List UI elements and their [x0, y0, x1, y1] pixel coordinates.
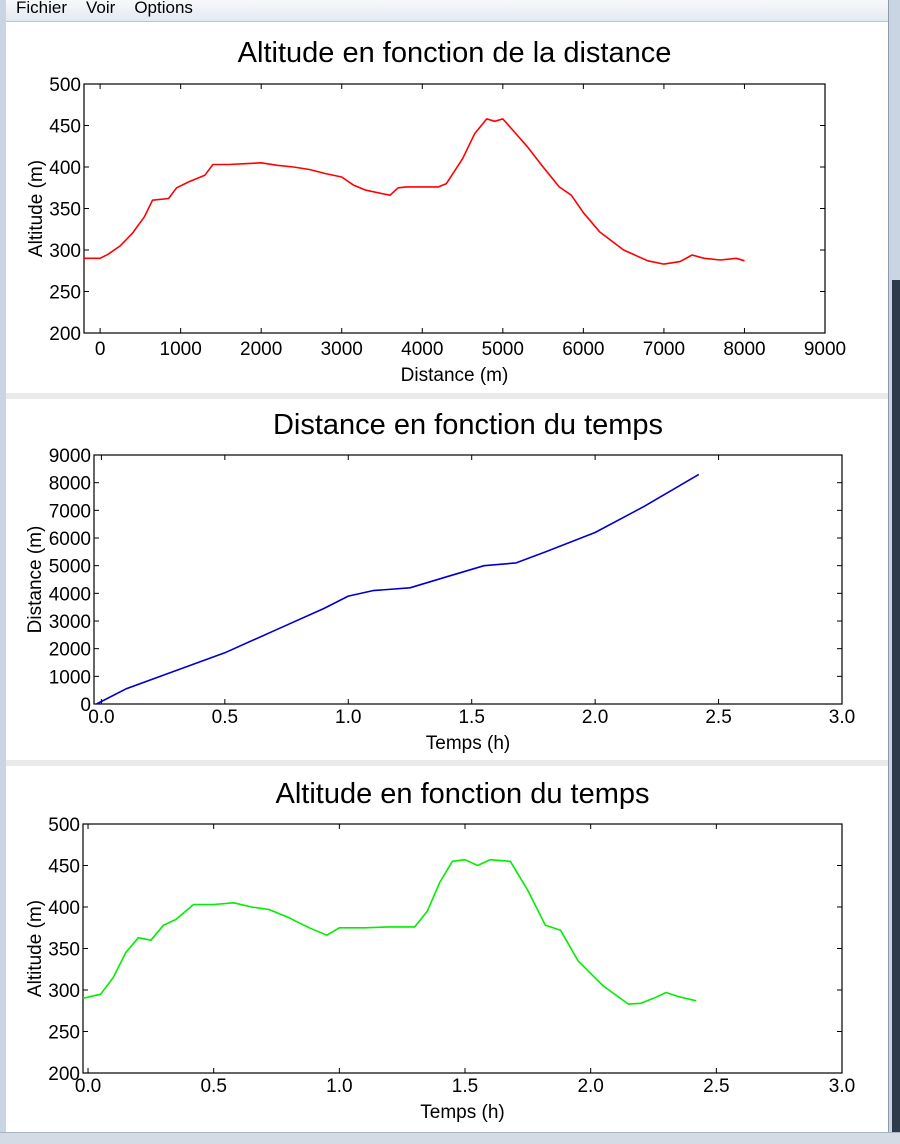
chart-1-ytick-label: 5000 [48, 556, 91, 578]
chart-0-ytick-label: 200 [49, 324, 81, 345]
chart-0-xtick-label: 5000 [481, 339, 524, 360]
menu-fichier[interactable]: Fichier [16, 0, 68, 17]
chart-0-xtick-label: 7000 [642, 339, 686, 360]
chart-0-ytick-label: 300 [49, 241, 81, 262]
chart-0-ytick-label: 450 [49, 116, 81, 138]
chart-1-xtick-label: 2.0 [581, 707, 609, 728]
menu-options[interactable]: Options [134, 0, 193, 17]
chart-1-ytick-label: 3000 [48, 612, 91, 633]
chart-0-xtick-label: 4000 [401, 339, 444, 360]
chart-1-ytick-label: 8000 [48, 473, 91, 495]
chart-0-xtick-label: 9000 [803, 339, 847, 360]
chart-0-ytick-label: 350 [49, 199, 81, 221]
chart-0-ytick-label: 500 [49, 75, 81, 96]
chart-0-xtick-label: 6000 [562, 339, 605, 360]
chart-2-ytick-label: 300 [48, 981, 80, 1002]
chart-2-ytick-label: 250 [48, 1022, 80, 1044]
chart-2-ytick-label: 450 [48, 856, 80, 878]
chart-0-ylabel: Altitude (m) [26, 159, 47, 258]
chart-2-xtick-label: 3.0 [828, 1076, 856, 1097]
chart-0-ytick-label: 400 [49, 158, 81, 179]
chart-2-xtick-label: 1.0 [326, 1076, 353, 1097]
chart-2-xtick-label: 2.0 [577, 1076, 604, 1097]
chart-2-series-line [83, 860, 696, 1004]
status-bar [0, 1132, 900, 1144]
chart-0-xtick-label: 1000 [159, 339, 202, 360]
chart-panel-distance-temps [6, 399, 888, 760]
chart-1-xtick-label: 0.5 [211, 707, 239, 728]
chart-distance-temps [6, 399, 888, 760]
chart-1-ytick-label: 1000 [48, 667, 91, 689]
chart-1-xlabel: Temps (h) [425, 733, 511, 754]
chart-1-xtick-label: 0.0 [88, 707, 115, 728]
chart-altitude-temps [6, 766, 888, 1132]
menu-voir[interactable]: Voir [86, 0, 116, 17]
chart-1-ytick-label: 9000 [48, 446, 91, 467]
chart-2-ytick-label: 400 [48, 898, 80, 919]
chart-2-ytick-label: 200 [48, 1064, 80, 1085]
chart-0-xtick-label: 0 [94, 339, 106, 360]
chart-2-xlabel: Temps (h) [420, 1102, 505, 1123]
chart-2-ylabel: Altitude (m) [25, 899, 46, 998]
chart-1-ytick-label: 2000 [48, 639, 91, 661]
window-scroll-edge [892, 280, 900, 1144]
chart-0-xlabel: Distance (m) [400, 365, 509, 386]
chart-2-xtick-label: 0.5 [200, 1076, 227, 1097]
chart-1-series-line [97, 474, 699, 704]
chart-1-plot-frame [94, 455, 842, 704]
chart-1-xtick-label: 1.0 [335, 707, 362, 728]
chart-2-ytick-label: 350 [48, 939, 80, 961]
chart-1-title: Distance en fonction du temps [272, 409, 664, 441]
chart-2-ytick-label: 500 [48, 815, 80, 836]
chart-1-xtick-label: 1.5 [458, 707, 485, 728]
chart-1-xtick-label: 2.5 [705, 707, 732, 728]
chart-panel-altitude-temps [6, 766, 888, 1132]
chart-altitude-distance [6, 22, 888, 394]
chart-2-xtick-label: 0.0 [74, 1076, 102, 1097]
chart-1-ytick-label: 4000 [48, 584, 91, 606]
chart-0-xtick-label: 3000 [320, 339, 363, 360]
chart-1-ytick-label: 0 [80, 695, 91, 716]
chart-1-ytick-label: 6000 [48, 529, 91, 550]
chart-0-ytick-label: 250 [49, 282, 81, 304]
chart-0-series-line [84, 119, 745, 264]
chart-2-plot-frame [83, 824, 842, 1073]
chart-0-xtick-label: 2000 [240, 339, 283, 360]
menu-bar [6, 0, 888, 22]
chart-panel-altitude-distance [6, 22, 888, 394]
chart-0-plot-frame [84, 84, 825, 333]
chart-2-title: Altitude en fonction du temps [275, 778, 650, 810]
chart-1-ytick-label: 7000 [48, 501, 91, 523]
chart-0-xtick-label: 8000 [723, 339, 766, 360]
chart-2-xtick-label: 1.5 [451, 1076, 479, 1097]
chart-2-xtick-label: 2.5 [703, 1076, 730, 1097]
chart-0-title: Altitude en fonction de la distance [237, 37, 672, 69]
chart-1-xtick-label: 3.0 [828, 707, 856, 728]
chart-1-ylabel: Distance (m) [25, 525, 46, 634]
